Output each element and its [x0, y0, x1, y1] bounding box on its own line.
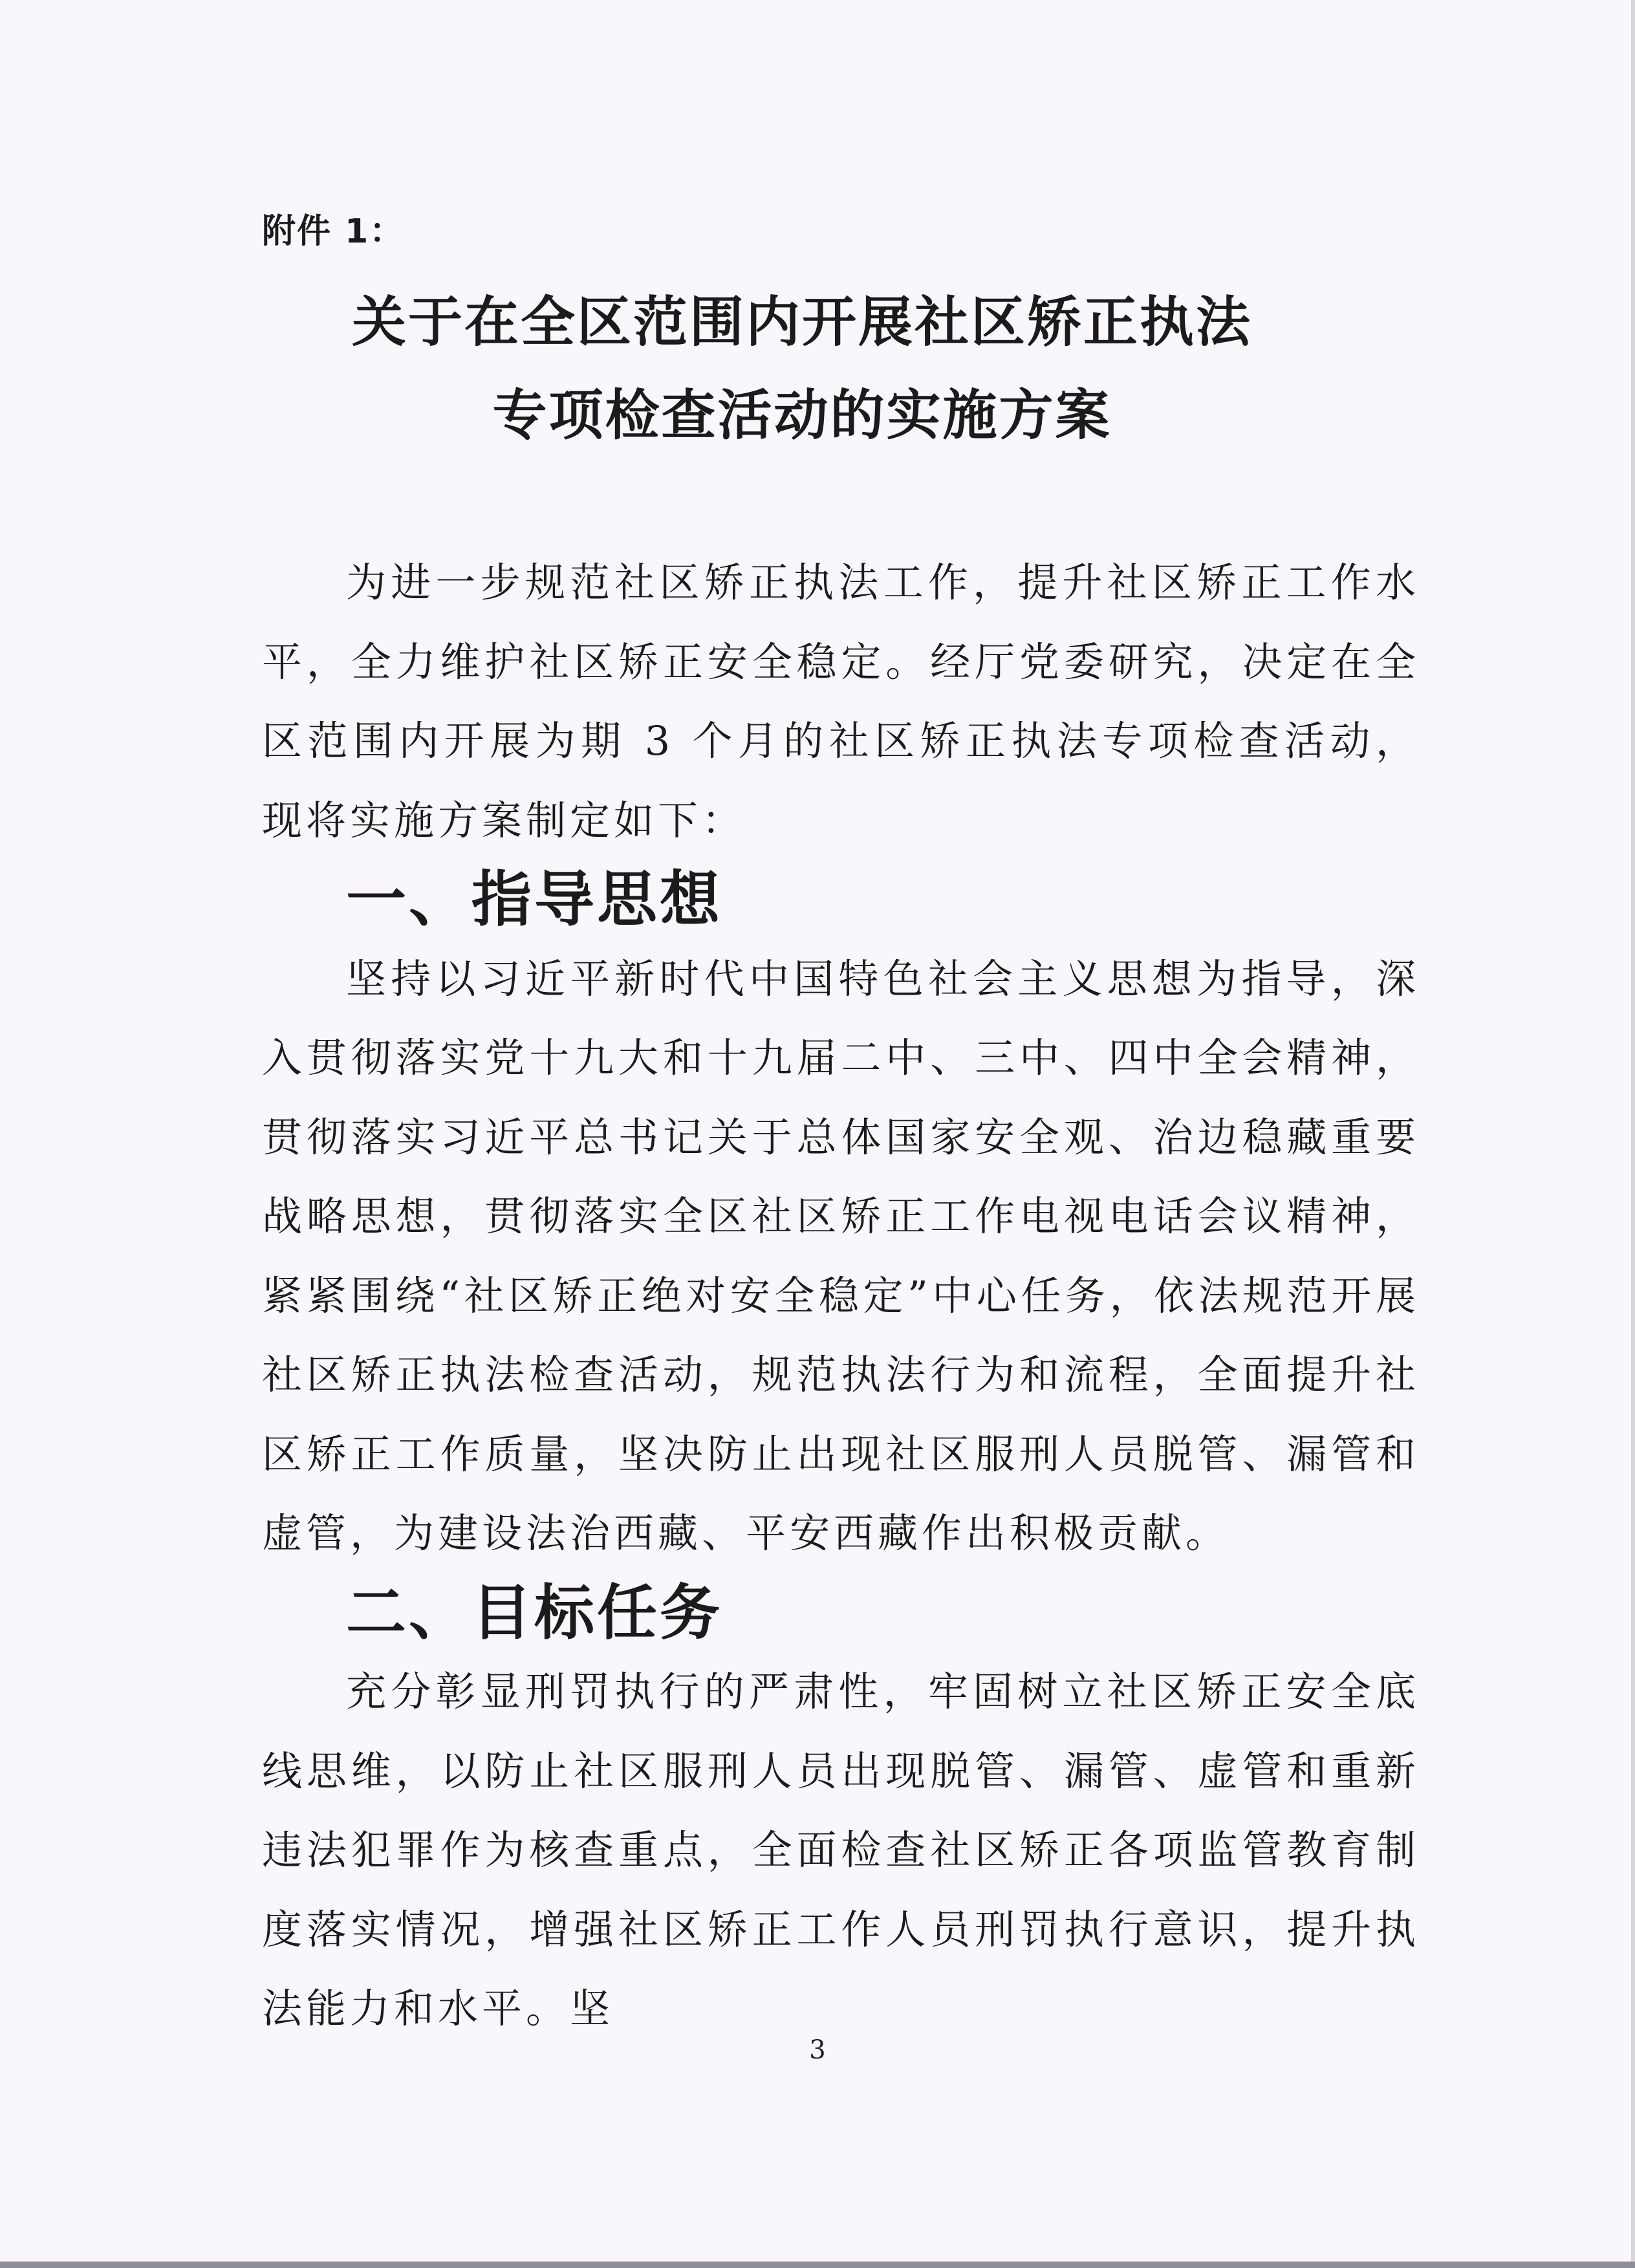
objectives-paragraph: 充分彰显刑罚执行的严肃性，牢固树立社区矫正安全底线思维，以防止社区服刑人员出现脱管、漏管、虚管和重新违法犯罪作为核查重点，全面检查社区矫正各项监管教育制度落实情况，增强社区矫正工作人员刑罚执行意识，提升执法能力和水平。坚: [262, 1668, 1420, 2032]
scan-edge-bottom: [0, 2262, 1635, 2268]
section-heading-objectives: 二、目标任务: [346, 1577, 722, 1648]
document-title-line2: 专项检查活动的实施方案: [492, 383, 1112, 447]
scan-edge-right: [1631, 0, 1635, 2268]
section-heading-guiding-ideology: 一、指导思想: [346, 865, 722, 934]
document-body: [262, 543, 1420, 2049]
document-title-line1: 关于在全区范围内开展社区矫正执法: [351, 290, 1252, 354]
guiding-ideology-paragraph: 坚持以习近平新时代中国特色社会主义思想为指导，深入贯彻落实党十九大和十九届二中、三中、四中全会精神，贯彻落实习近平总书记关于总体国家安全观、治边稳藏重要战略思想，贯彻落实全区社区矫正工作电视电话会议精神，紧紧围绕“社区矫正绝对安全稳定”中心任务，依法规范开展社区矫正执法检查活动，规范执法行为和流程，全面提升社区矫正工作质量，坚决防止出现社区服刑人员脱管、漏管和虚管，为建设法治西藏、平安西藏作出积极贡献。: [262, 955, 1420, 1557]
page-number: 3: [809, 2035, 826, 2065]
intro-paragraph: 为进一步规范社区矫正执法工作，提升社区矫正工作水平，全力维护社区矫正安全稳定。经厅党委研究，决定在全区范围内开展为期 3 个月的社区矫正执法专项检查活动，现将实施方案制定如下：: [262, 559, 1420, 844]
attachment-label: 附件 1：: [262, 212, 405, 251]
